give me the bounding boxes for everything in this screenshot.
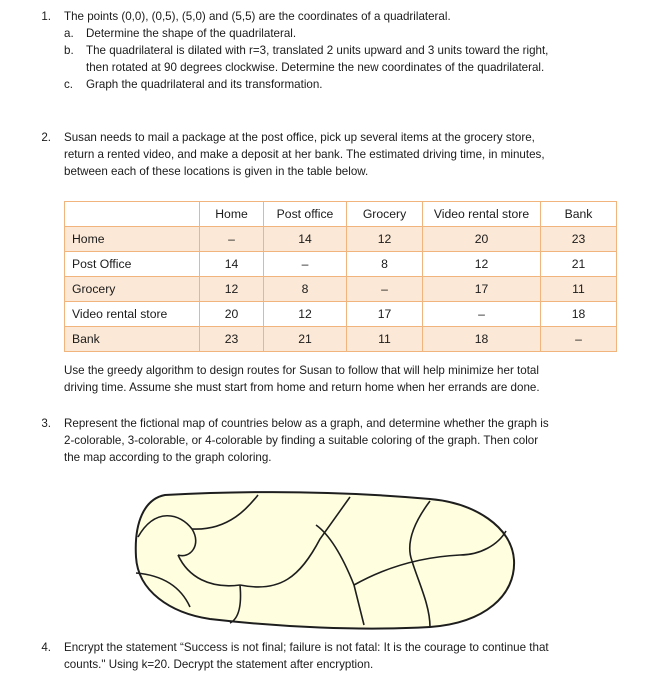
q1b-line2: then rotated at 90 degrees clockwise. Determine the new coordinates of the quadrilateral. — [86, 61, 545, 74]
table-cell: 21 — [264, 327, 347, 352]
driving-time-table — [64, 201, 617, 352]
q1c-label: c. — [64, 78, 74, 91]
q4-line1: Encrypt the statement “Success is not final; failure is not fatal: It is the courage to continue that — [64, 641, 549, 654]
table-header-cell: Post office — [264, 202, 347, 227]
q1b-line1: The quadrilateral is dilated with r=3, translated 2 units upward and 3 units toward the right, — [86, 44, 549, 57]
table-row-header: Grocery — [65, 277, 200, 302]
table-row — [65, 327, 617, 352]
table-header-cell — [65, 202, 200, 227]
table-header-cell: Video rental store — [423, 202, 541, 227]
table-cell: 14 — [264, 227, 347, 252]
table-cell: 20 — [423, 227, 541, 252]
table-header-row — [65, 202, 617, 227]
q1c-text: Graph the quadrilateral and its transformation. — [86, 78, 323, 91]
q1a-label: a. — [64, 27, 74, 40]
table-row-header: Post Office — [65, 252, 200, 277]
q3-line2: 2-colorable, 3-colorable, or 4-colorable by finding a suitable coloring of the graph. Then color — [64, 434, 539, 447]
q3-number: 3. — [41, 417, 51, 430]
table-row — [65, 227, 617, 252]
table-row — [65, 277, 617, 302]
q4-number: 4. — [41, 641, 51, 654]
table-cell: 11 — [347, 327, 423, 352]
q1a-text: Determine the shape of the quadrilateral. — [86, 27, 297, 40]
table-cell: 17 — [423, 277, 541, 302]
table-header-cell: Bank — [541, 202, 617, 227]
q3-line1: Represent the fictional map of countries below as a graph, and determine whether the graph is — [64, 417, 549, 430]
country-map — [130, 485, 520, 635]
table-cell: 18 — [541, 302, 617, 327]
table-cell: 17 — [347, 302, 423, 327]
q2-after-line2: driving time. Assume she must start from home and return home when her errands are done. — [64, 381, 540, 394]
table-cell: – — [423, 302, 541, 327]
table-row-header: Bank — [65, 327, 200, 352]
table-cell: 14 — [200, 252, 264, 277]
table-cell: – — [264, 252, 347, 277]
table-header-cell: Grocery — [347, 202, 423, 227]
table-cell: 12 — [423, 252, 541, 277]
q1b-label: b. — [64, 44, 74, 57]
q2-line2: return a rented video, and make a deposit at her bank. The estimated driving time, in minutes, — [64, 148, 545, 161]
table-cell: 8 — [347, 252, 423, 277]
map-outline — [136, 492, 514, 629]
q3-line3: the map according to the graph coloring. — [64, 451, 272, 464]
table-cell: 8 — [264, 277, 347, 302]
table-cell: 12 — [200, 277, 264, 302]
q2-line1: Susan needs to mail a package at the post office, pick up several items at the grocery store, — [64, 131, 535, 144]
table-cell: – — [347, 277, 423, 302]
q2-after-line1: Use the greedy algorithm to design routes for Susan to follow that will help minimize her total — [64, 364, 539, 377]
table-row — [65, 302, 617, 327]
table-cell: 23 — [200, 327, 264, 352]
table-row-header: Video rental store — [65, 302, 200, 327]
table-row — [65, 252, 617, 277]
table-cell: 12 — [347, 227, 423, 252]
table-cell: 11 — [541, 277, 617, 302]
q2-number: 2. — [41, 131, 51, 144]
table-cell: – — [200, 227, 264, 252]
table-cell: 20 — [200, 302, 264, 327]
table-row-header: Home — [65, 227, 200, 252]
table-cell: 18 — [423, 327, 541, 352]
table-cell: – — [541, 327, 617, 352]
table-header-cell: Home — [200, 202, 264, 227]
table-cell: 12 — [264, 302, 347, 327]
q1-text: The points (0,0), (0,5), (5,0) and (5,5) are the coordinates of a quadrilateral. — [64, 10, 451, 23]
q1-number: 1. — [41, 10, 51, 23]
q4-line2: counts." Using k=20. Decrypt the statement after encryption. — [64, 658, 374, 671]
table-cell: 23 — [541, 227, 617, 252]
table-cell: 21 — [541, 252, 617, 277]
q2-line3: between each of these locations is given in the table below. — [64, 165, 369, 178]
